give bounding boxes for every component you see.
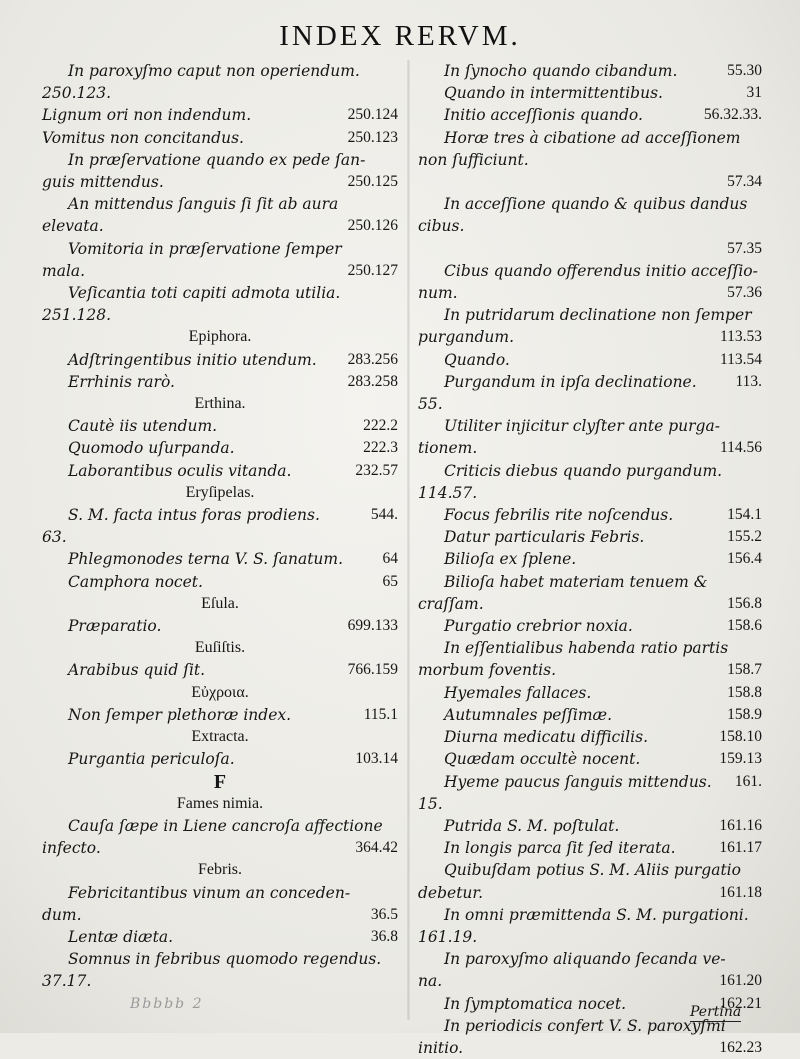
page-reference: 57.36 [727, 284, 762, 302]
index-heading: Εὐχροια. [191, 683, 249, 701]
index-entry-start: Cauſa ſæpe in Liene cancroſa affectione [68, 816, 383, 835]
index-entry-text: Focus febrilis rite noſcendus. [444, 506, 674, 525]
section-letter: F [213, 770, 227, 793]
page-reference: 56.32.33. [703, 106, 762, 124]
page-reference: 162.23 [719, 1038, 762, 1056]
index-entry [42, 571, 398, 593]
index-entry-text: Initio acceſſionis quando. [444, 106, 643, 125]
page-reference: 158.8 [727, 683, 762, 701]
page-reference: 250.124 [347, 106, 398, 124]
index-entry-text: S. M. facta intus foras prodiens. [68, 506, 320, 525]
index-entry-text: elevata. [42, 217, 104, 236]
index-entry [418, 1037, 762, 1059]
index-entry [418, 349, 762, 371]
page-reference: 232.57 [355, 461, 398, 479]
index-entry-text: Cautè iis utendum. [68, 417, 218, 436]
index-entry [418, 726, 762, 748]
page-reference: 222.3 [363, 439, 398, 457]
index-entry-continuation: 37.17. [42, 972, 92, 991]
index-heading: Eryſipelas. [185, 483, 255, 501]
index-entry [42, 704, 398, 726]
index-entry-text: In ſymptomatica nocet. [444, 994, 627, 1013]
index-heading: Eſula. [201, 594, 239, 612]
index-entry-text: morbum foventis. [418, 661, 557, 680]
index-entry-text: initio. [418, 1038, 464, 1057]
index-entry [418, 682, 762, 704]
index-entry [418, 371, 762, 393]
page-reference: 115.1 [363, 705, 398, 723]
index-entry-start: Febricitantibus vinum an conceden- [68, 883, 351, 902]
index-entry-continuation: 55. [418, 395, 443, 414]
index-entry-start: In putridarum declinatione non ſemper [444, 306, 752, 325]
page-title: INDEX RERVM. [279, 20, 521, 52]
index-heading: Erthina. [194, 395, 246, 413]
index-entry-start: Veſicantia toti capiti admota utilia. [68, 284, 341, 303]
index-entry [42, 127, 398, 149]
index-entry [418, 104, 762, 126]
index-entry [42, 926, 398, 948]
index-entry [42, 171, 398, 193]
index-entry-text: In ſynocho quando cibandum. [444, 62, 678, 80]
signature-mark: Bbbbb 2 [130, 996, 204, 1012]
index-entry [42, 415, 398, 437]
index-entry-text: Quando. [444, 350, 510, 369]
page-reference: 250.127 [347, 261, 398, 279]
index-entry-text: Camphora nocet. [68, 572, 203, 591]
index-entry-continuation: 251.128. [42, 306, 112, 325]
page-reference: 283.256 [347, 350, 398, 368]
index-entry-text: Arabibus quid ſit. [68, 661, 206, 680]
index-entry-text: Præparatio. [68, 617, 162, 636]
index-entry [42, 371, 398, 393]
catchword: Pertina [690, 1004, 742, 1020]
index-entry [42, 437, 398, 459]
index-entry [42, 748, 398, 770]
index-entry [418, 526, 762, 548]
page-reference: 161. [734, 772, 762, 790]
index-entry-text: Datur particularis Febris. [444, 528, 645, 547]
index-entry [418, 771, 762, 793]
index-heading: Febris. [198, 861, 242, 879]
index-entry [42, 904, 398, 926]
index-entry-start: In paroxyſmo aliquando ſecanda ve- [444, 950, 726, 969]
page-reference: 156.4 [727, 550, 762, 568]
page-reference: 155.2 [727, 528, 762, 546]
index-entry [418, 238, 762, 260]
index-entry-continuation: 161.19. [418, 927, 478, 946]
index-entry [418, 882, 762, 904]
index-entry [42, 104, 398, 126]
index-entry [418, 704, 762, 726]
right-column [418, 60, 762, 1059]
index-entry-text: num. [418, 284, 458, 303]
index-entry-start: Somnus in febribus quomodo regendus. [68, 950, 382, 969]
index-entry [42, 215, 398, 237]
index-entry-start: Horæ tres à cibatione ad acceſſionem [444, 128, 741, 147]
page-reference: 158.7 [727, 661, 762, 679]
index-entry-text: na. [418, 972, 443, 991]
index-entry-text: Quædam occultè nocent. [444, 750, 641, 769]
index-entry-text: guis mittendus. [42, 173, 164, 192]
page-reference: 113. [735, 372, 762, 390]
index-heading: Fames nimia. [176, 794, 264, 812]
index-entry-continuation: 114.57. [418, 483, 478, 502]
index-entry-text: Hyeme paucus ſanguis mittendus. [444, 772, 712, 791]
page-reference: 156.8 [727, 594, 762, 612]
index-entry [42, 260, 398, 282]
index-entry-text: Adſtringentibus initio utendum. [68, 350, 317, 369]
page-reference: 113.53 [719, 328, 762, 346]
index-entry-text: Lignum ori non indendum. [42, 106, 252, 125]
page-reference: 158.9 [727, 705, 762, 723]
index-heading: Euſiſtis. [194, 639, 246, 657]
index-entry-start: Vomitoria in præſervatione ſemper [68, 239, 342, 258]
index-entry-text: infecto. [42, 839, 101, 858]
page-reference: 250.125 [347, 173, 398, 191]
index-entry [42, 460, 398, 482]
index-entry-text: Purgatio crebrior noxia. [444, 617, 633, 636]
page-reference: 161.20 [719, 972, 762, 990]
index-entry-start: Criticis diebus quando purgandum. [444, 461, 723, 480]
index-entry-start: In paroxyſmo caput non operiendum. [68, 62, 360, 80]
index-entry [418, 615, 762, 637]
index-entry [418, 504, 762, 526]
page-reference: 162.21 [719, 994, 762, 1012]
page-reference: 161.16 [719, 816, 762, 834]
page-reference: 103.14 [355, 750, 398, 768]
index-entry-text: Phlegmonodes terna V. S. ſanatum. [68, 550, 344, 569]
page-reference: 113.54 [719, 350, 762, 368]
index-entry-start: In omni præmittenda S. M. purgationi. [444, 905, 749, 924]
index-entry-text: Quando in intermittentibus. [444, 84, 663, 103]
index-entry-text: In longis parca ſit ſed iterata. [444, 839, 676, 858]
page-reference: 57.35 [727, 239, 762, 257]
page-reference: 158.10 [719, 728, 762, 746]
page-reference: 161.18 [719, 883, 762, 901]
index-entry-start: In acceſſione quando & quibus dandus [444, 195, 748, 214]
page-reference: 65 [382, 572, 398, 590]
index-entry-text: dum. [42, 905, 82, 924]
page-reference: 159.13 [719, 750, 762, 768]
index-heading: Epiphora. [188, 328, 252, 346]
index-entry [42, 548, 398, 570]
index-entry-start: In præſervatione quando ex pede ſan- [68, 150, 366, 169]
page-reference: 544. [370, 506, 398, 524]
index-entry-text: Lentæ diæta. [68, 927, 174, 946]
page-reference: 222.2 [363, 417, 398, 435]
index-entry-start: In periodicis confert V. S. paroxyſmi [444, 1016, 726, 1035]
index-entry-text: Putrida S. M. poſtulat. [444, 816, 620, 835]
index-entry-start: Quibuſdam potius S. M. Aliis purgatio [444, 861, 741, 880]
index-entry-start: Bilioſa habet materiam tenuem & [444, 572, 708, 591]
index-entry-text: Autumnales peſſimæ. [444, 705, 613, 724]
page-reference: 55.30 [727, 62, 762, 79]
index-entry [418, 171, 762, 193]
index-entry-continuation: non ſufficiunt. [418, 150, 529, 169]
page-reference: 766.159 [347, 661, 398, 679]
index-entry [418, 815, 762, 837]
index-entry [42, 659, 398, 681]
index-entry [418, 593, 762, 615]
index-entry-text: Purgandum in ipſa declinatione. [444, 372, 697, 391]
index-entry-text: Quomodo uſurpanda. [68, 439, 235, 458]
index-entry [418, 837, 762, 859]
index-entry-start: Cibus quando offerendus initio acceſſio- [444, 261, 758, 280]
index-entry-text: Errhinis rarò. [68, 372, 175, 391]
index-entry [418, 60, 762, 82]
index-entry-continuation: 250.123. [42, 84, 112, 103]
index-entry-start: In eſſentialibus habenda ratio partis [444, 639, 729, 658]
page-reference: 250.126 [347, 217, 398, 235]
index-entry [418, 748, 762, 770]
index-entry [418, 548, 762, 570]
page-reference: 36.8 [370, 927, 398, 945]
index-entry [42, 349, 398, 371]
index-entry-text: purgandum. [418, 328, 514, 347]
page-reference: 154.1 [727, 506, 762, 524]
index-entry-text: Laborantibus oculis vitanda. [68, 461, 292, 480]
index-entry-text: debetur. [418, 883, 484, 902]
page-reference: 283.258 [347, 372, 398, 390]
index-entry-text: Non ſemper plethoræ index. [68, 705, 292, 724]
index-entry [42, 504, 398, 526]
page-reference: 57.34 [727, 173, 762, 191]
page-reference: 114.56 [719, 439, 762, 457]
page-reference: 36.5 [370, 905, 398, 923]
index-entry [418, 282, 762, 304]
index-entry [418, 82, 762, 104]
index-entry-continuation: cibus. [418, 217, 465, 236]
column-gutter [407, 60, 410, 1020]
page-reference: 31 [746, 84, 762, 102]
index-entry-start: Utiliter injicitur clyſter ante purga- [444, 417, 720, 436]
index-entry [418, 659, 762, 681]
index-entry-text: Bilioſa ex ſplene. [444, 550, 577, 569]
index-heading: Extracta. [191, 728, 249, 746]
page-reference: 158.6 [727, 617, 762, 635]
index-entry-start: An mittendus ſanguis ſi ſit ab aura [68, 195, 339, 214]
page-reference: 161.17 [719, 839, 762, 857]
page-reference: 64 [382, 550, 398, 568]
index-entry-continuation: 63. [42, 528, 67, 547]
index-entry-text: craſſam. [418, 594, 484, 613]
page-reference: 364.42 [355, 839, 398, 857]
index-entry-continuation: 15. [418, 794, 443, 813]
index-entry-text: mala. [42, 261, 86, 280]
page-reference: 250.123 [347, 128, 398, 146]
index-entry-text: Purgantia periculoſa. [68, 750, 235, 769]
index-entry-text: Hyemales fallaces. [444, 683, 592, 702]
index-entry [42, 837, 398, 859]
index-entry [418, 970, 762, 992]
index-entry-text: tionem. [418, 439, 478, 458]
index-entry-text: Vomitus non concitandus. [42, 128, 244, 147]
index-entry-text: Diurna medicatu difficilis. [444, 728, 648, 747]
index-entry [42, 615, 398, 637]
page-reference: 699.133 [347, 617, 398, 635]
index-entry [418, 437, 762, 459]
index-entry [418, 326, 762, 348]
left-column [42, 60, 398, 993]
